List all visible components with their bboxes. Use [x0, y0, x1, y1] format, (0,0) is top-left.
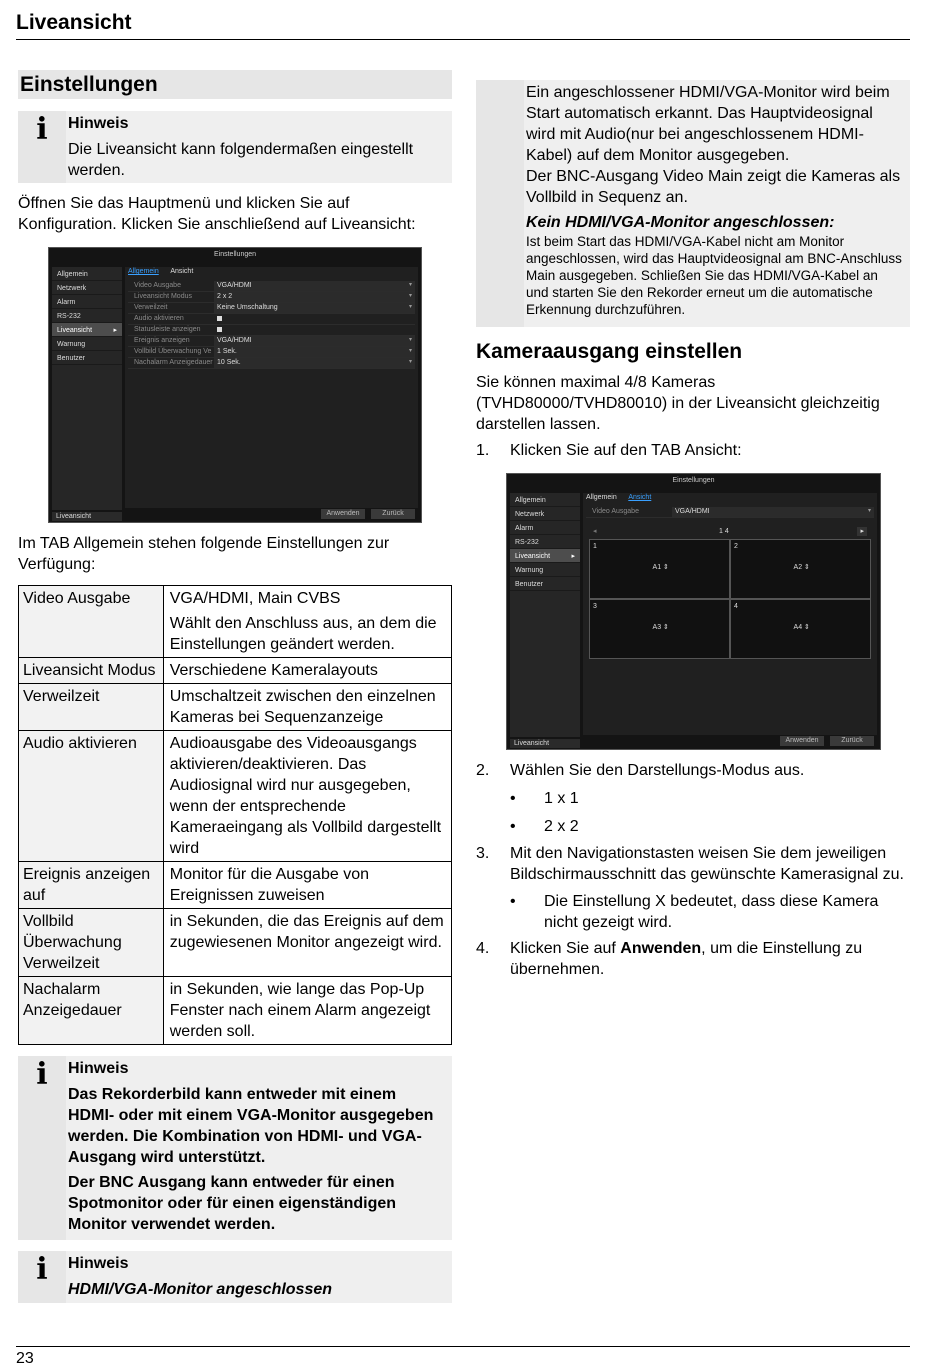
row-value[interactable]: VGA/HDMI ▾	[672, 507, 874, 517]
back-button[interactable]: Zurück	[830, 736, 874, 746]
screenshot-content	[125, 267, 418, 508]
camera-grid	[589, 539, 871, 659]
note-subtitle: HDMI/VGA-Monitor angeschlossen	[68, 1281, 333, 1298]
screenshot-row	[128, 292, 415, 303]
chevron-right-icon: ▸	[113, 327, 117, 334]
row-label: Video Ausgabe	[134, 282, 181, 289]
screenshot-content	[583, 493, 877, 735]
row-checkbox[interactable]	[214, 314, 415, 324]
menu-item[interactable]: Alarm	[510, 521, 580, 535]
pager-next-icon[interactable]: ▸	[857, 527, 867, 536]
note-title: Hinweis	[68, 1255, 129, 1272]
step-text: Wählen Sie den Darstellungs-Modus aus.	[510, 762, 805, 779]
bullet-text: 2 x 2	[544, 818, 579, 835]
row-label: Ereignis anzeigen	[134, 337, 190, 344]
menu-item[interactable]: Netzwerk	[510, 507, 580, 521]
table-row	[19, 731, 452, 862]
table-row	[19, 586, 452, 658]
row-value[interactable]: VGA/HDMI ▾	[214, 336, 415, 346]
menu-item[interactable]: RS-232	[52, 309, 122, 323]
camera-cell[interactable]	[730, 539, 871, 599]
info-icon: i	[18, 111, 66, 183]
note-text-1: Ein angeschlossener HDMI/VGA-Monitor wird beim Start automatisch erkannt. Das Hauptvideosignal wird mit Audio(nur bei angeschlossenem HDMI-Kabel) auf dem Monitor ausgegeben.	[526, 84, 890, 164]
page-number: 23	[16, 1350, 34, 1367]
table-key: Verweilzeit	[19, 684, 164, 731]
table-row	[19, 658, 452, 684]
row-label: Video Ausgabe	[592, 508, 639, 515]
step-2	[476, 760, 910, 781]
cell-number: 1	[593, 543, 597, 550]
bullet-item	[510, 788, 910, 809]
header-rule	[16, 39, 910, 40]
row-label: Statusleiste anzeigen	[134, 326, 201, 333]
tab-ansicht[interactable]: Ansicht	[628, 494, 652, 501]
note-small-text: Ist beim Start das HDMI/VGA-Kabel nicht am Monitor angeschlossen, wird das Hauptvideosignal am BNC-Anschluss Main ausgegeben. Schließen Sie das HDMI/VGA-Kabel an und starten Sie den Rekorder erneut um die automatische Erkennung durchzuführen.	[526, 234, 902, 317]
pager-bar	[589, 527, 871, 537]
info-icon: i	[18, 1251, 66, 1303]
step-text-bold: Anwenden	[620, 940, 702, 957]
step-number: 2.	[476, 762, 490, 779]
row-value[interactable]: VGA/HDMI ▾	[214, 281, 415, 291]
row-label: Liveansicht Modus	[134, 293, 192, 300]
menu-item[interactable]: Netzwerk	[52, 281, 122, 295]
section-title-einstellungen: Einstellungen	[18, 70, 452, 99]
apply-button[interactable]: Anwenden	[780, 736, 824, 746]
step-text-post: , um die Einstellung zu übernehmen.	[510, 940, 863, 978]
menu-item[interactable]: Warnung	[510, 563, 580, 577]
screenshot-row	[128, 336, 415, 347]
camera-cell[interactable]	[589, 599, 730, 659]
row-label: Vollbild Überwachung Ve	[134, 348, 212, 355]
bullet-text: Die Einstellung X bedeutet, dass diese Kamera nicht gezeigt wird.	[544, 893, 879, 931]
menu-item[interactable]: RS-232	[510, 535, 580, 549]
menu-item[interactable]: Alarm	[52, 295, 122, 309]
menu-item[interactable]: Benutzer	[52, 351, 122, 365]
bullet-dot-icon: •	[510, 818, 516, 835]
camera-select[interactable]: A4 ⇕	[793, 624, 810, 632]
settings-screenshot	[48, 247, 422, 523]
cell-number: 4	[734, 603, 738, 610]
table-key: Audio aktivieren	[19, 731, 164, 862]
step-number: 1.	[476, 442, 490, 459]
step-text	[510, 938, 910, 980]
table-row	[19, 684, 452, 731]
screenshot-row	[586, 507, 874, 518]
cell-number: 2	[734, 543, 738, 550]
menu-item[interactable]: Allgemein	[52, 267, 122, 281]
step-text: Mit den Navigationstasten weisen Sie dem jeweiligen Bildschirmausschnitt das gewünschte Kamerasignal zu.	[510, 845, 904, 883]
note-hinweis-1	[18, 111, 452, 183]
note-subtitle: Kein HDMI/VGA-Monitor angeschlossen:	[526, 214, 835, 231]
tab-allgemein[interactable]: Allgemein	[586, 494, 617, 501]
note-title: Hinweis	[68, 115, 129, 132]
table-value-sub: Wählt den Anschluss aus, an dem die Einstellungen geändert werden.	[169, 615, 437, 653]
note-text-1: Das Rekorderbild kann entweder mit einem HDMI- oder mit einem VGA-Monitor ausgegeben werden. Die Kombination von HDMI- und VGA-Ausgang wird unterstützt.	[68, 1086, 434, 1166]
view-screenshot	[506, 473, 881, 750]
camera-cell[interactable]	[589, 539, 730, 599]
table-row	[19, 977, 452, 1045]
note-continued	[476, 80, 910, 327]
screenshot-title: Einstellungen	[672, 477, 715, 484]
note-text-2: Der BNC Ausgang kann entweder für einen Spotmonitor oder für einen eigenständigen Monitor verwendet werden.	[68, 1174, 397, 1233]
bullet-item	[510, 816, 910, 837]
chevron-right-icon: ▸	[571, 553, 575, 560]
screenshot-row	[128, 325, 415, 336]
table-value: in Sekunden, die das Ereignis auf dem zugewiesenen Monitor angezeigt wird.	[163, 909, 451, 977]
table-row	[19, 862, 452, 909]
section-title-kameraausgang: Kameraausgang einstellen	[476, 340, 743, 363]
screenshot-row	[128, 347, 415, 358]
screenshot-row	[128, 358, 415, 369]
table-intro: Im TAB Allgemein stehen folgende Einstellungen zur Verfügung:	[18, 535, 390, 573]
back-button[interactable]: Zurück	[371, 509, 415, 519]
right-column	[476, 80, 910, 980]
camera-select[interactable]: A2 ⇕	[793, 564, 810, 572]
step-1	[476, 440, 910, 461]
note-hinweis-3	[18, 1251, 452, 1303]
row-label: Audio aktivieren	[134, 315, 184, 322]
table-value: VGA/HDMI, Main CVBS Wählt den Anschluss aus, an dem die Einstellungen geändert werden.	[163, 586, 451, 658]
note-title: Hinweis	[68, 1060, 129, 1077]
apply-button[interactable]: Anwenden	[321, 509, 365, 519]
table-value: Verschiedene Kameralayouts	[163, 658, 451, 684]
intro-text: Sie können maximal 4/8 Kameras (TVHD80000/TVHD80010) in der Liveansicht gleichzeitig darstellen lassen.	[476, 374, 880, 433]
table-key: Liveansicht Modus	[19, 658, 164, 684]
step-text: Klicken Sie auf den TAB Ansicht:	[510, 442, 742, 459]
intro-text: Öffnen Sie das Hauptmenü und klicken Sie auf Konfiguration. Klicken Sie anschließend auf Liveansicht:	[18, 195, 416, 233]
row-label: Verweilzeit	[134, 304, 168, 311]
table-value: Umschaltzeit zwischen den einzelnen Kameras bei Sequenzanzeige	[163, 684, 451, 731]
tab-allgemein[interactable]: Allgemein	[128, 268, 159, 275]
row-value[interactable]: 2 x 2 ▾	[214, 292, 415, 302]
row-value[interactable]: 1 Sek. ▾	[214, 347, 415, 357]
screenshot-row	[128, 281, 415, 292]
screenshot-title: Einstellungen	[213, 251, 257, 258]
screenshot-menu	[510, 493, 580, 737]
page-header: Liveansicht	[16, 11, 132, 34]
pager-text: 1 4	[719, 528, 729, 535]
table-value: Audioausgabe des Videoausgangs aktivieren/deaktivieren. Das Audiosignal wird nur ausgegeben, wenn der entsprechende Kameraeingang als Vollbild dargestellt wird	[163, 731, 451, 862]
row-value[interactable]: Keine Umschaltung ▾	[214, 303, 415, 313]
note-hinweis-2	[18, 1056, 452, 1240]
bullet-dot-icon: •	[510, 893, 516, 910]
note-text: Die Liveansicht kann folgendermaßen eingestellt werden.	[68, 141, 414, 179]
table-value: in Sekunden, wie lange das Pop-Up Fenster nach einem Alarm angezeigt werden soll.	[163, 977, 451, 1045]
screenshot-tabs	[125, 267, 418, 277]
note-icon-bar	[476, 80, 524, 327]
settings-table	[18, 585, 452, 1045]
table-key: Nachalarm Anzeigedauer	[19, 977, 164, 1045]
table-value: Monitor für die Ausgabe von Ereignissen zuweisen	[163, 862, 451, 909]
table-key: Ereignis anzeigen auf	[19, 862, 164, 909]
menu-item[interactable]: Warnung	[52, 337, 122, 351]
camera-cell[interactable]	[730, 599, 871, 659]
note-text-2: Der BNC-Ausgang Video Main zeigt die Kameras als Vollbild in Sequenz an.	[526, 168, 901, 206]
checkbox-icon[interactable]	[217, 316, 222, 321]
screenshot-row	[128, 303, 415, 314]
bullet-item	[510, 891, 910, 933]
tab-ansicht[interactable]: Ansicht	[170, 268, 194, 275]
screenshot-tabs	[583, 493, 877, 503]
left-column	[18, 70, 452, 1303]
menu-item[interactable]: Liveansicht ▸	[52, 323, 122, 337]
row-value[interactable]: 10 Sek. ▾	[214, 358, 415, 368]
screenshot-footer-label: Liveansicht	[510, 739, 580, 748]
table-key: Video Ausgabe	[19, 586, 164, 658]
menu-item[interactable]: Benutzer	[510, 577, 580, 591]
table-key: Vollbild Überwachung Verweilzeit	[19, 909, 164, 977]
bullet-dot-icon: •	[510, 790, 516, 807]
step-number: 4.	[476, 940, 490, 957]
step-4	[476, 938, 910, 980]
footer-rule	[16, 1346, 910, 1347]
row-checkbox[interactable]	[214, 325, 415, 335]
table-row	[19, 909, 452, 977]
menu-item[interactable]: Liveansicht ▸	[510, 549, 580, 563]
row-label: Nachalarm Anzeigedauer	[134, 359, 213, 366]
pager-prev-icon[interactable]: ◂	[593, 528, 597, 535]
step-text-pre: Klicken Sie auf	[510, 940, 621, 957]
info-icon: i	[18, 1056, 66, 1240]
screenshot-menu	[52, 267, 122, 510]
bullet-text: 1 x 1	[544, 790, 579, 807]
screenshot-row	[128, 314, 415, 325]
menu-item[interactable]: Allgemein	[510, 493, 580, 507]
step-number: 3.	[476, 845, 490, 862]
cell-number: 3	[593, 603, 597, 610]
camera-select[interactable]: A1 ⇕	[652, 564, 669, 572]
screenshot-footer-label: Liveansicht	[52, 512, 122, 521]
checkbox-icon[interactable]	[217, 327, 222, 332]
camera-select[interactable]: A3 ⇕	[652, 624, 669, 632]
step-3	[476, 843, 910, 885]
